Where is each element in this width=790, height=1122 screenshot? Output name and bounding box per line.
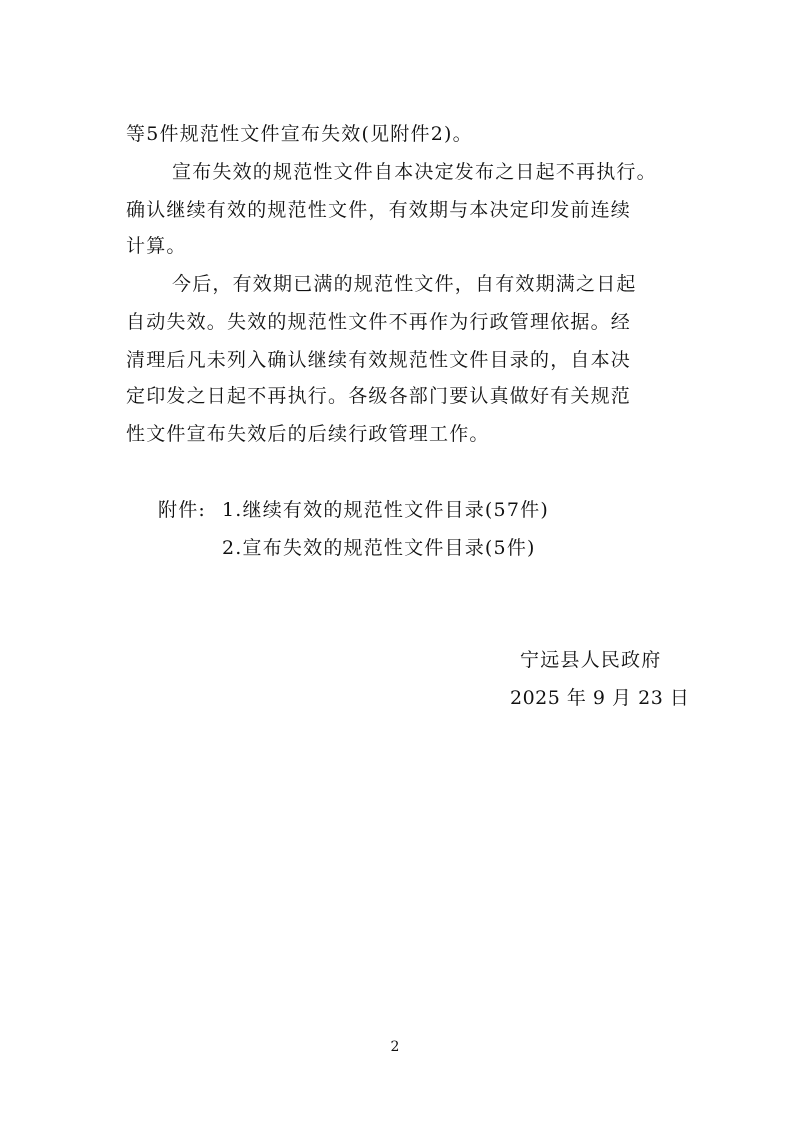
body-line: 等5件规范性文件宣布失效(见附件2)。 [126,123,473,145]
body-line: 计算。 [126,235,187,257]
body-line: 性文件宣布失效后的后续行政管理工作。 [126,423,490,445]
body-line: 确认继续有效的规范性文件，有效期与本决定印发前连续 [126,199,632,221]
body-line: 定印发之日起不再执行。各级各部门要认真做好有关规范 [126,385,632,407]
page-number: 2 [390,1039,400,1055]
attachment-item: 1.继续有效的规范性文件目录(57件) [222,499,549,521]
issue-date: 2025 年 9 月 23 日 [510,687,690,709]
attachment-item: 2.宣布失效的规范性文件目录(5件) [222,537,536,559]
attachments-label: 附件: [158,499,207,521]
body-line: 宣布失效的规范性文件自本决定发布之日起不再执行。 [172,161,657,183]
body-line: 清理后凡未列入确认继续有效规范性文件目录的，自本决 [126,349,632,371]
issuer-name: 宁远县人民政府 [520,649,662,671]
body-line: 自动失效。失效的规范性文件不再作为行政管理依据。经 [126,311,632,333]
body-line: 今后，有效期已满的规范性文件，自有效期满之日起 [172,273,637,295]
